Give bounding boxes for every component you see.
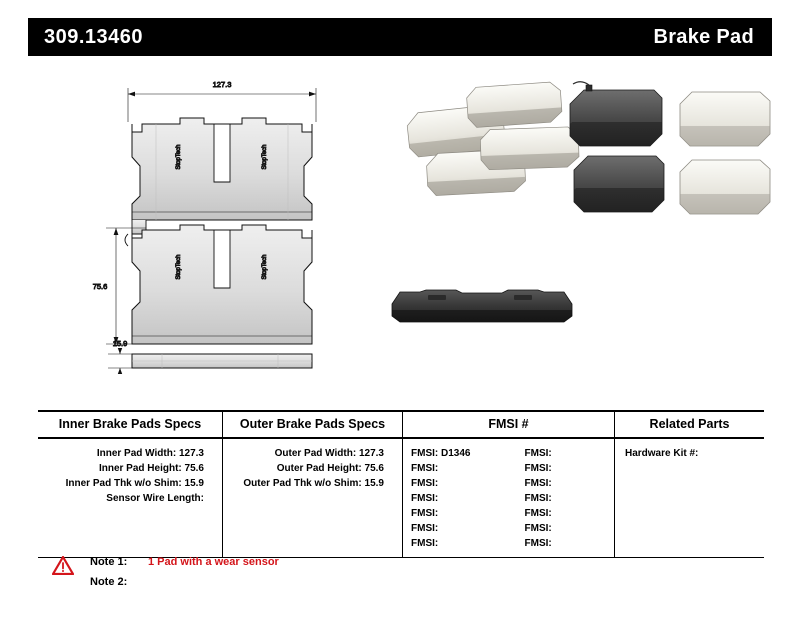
- note-2-label: Note 2:: [90, 576, 128, 588]
- note-1-text: 1 Pad with a wear sensor: [148, 556, 279, 568]
- fmsi-item: FMSI:: [411, 538, 439, 549]
- note-1-label: Note 1:: [90, 556, 128, 568]
- spec-outer-pad-thk: [223, 476, 402, 491]
- dim-height-text: 75.6: [92, 282, 108, 291]
- dim-width-text: 127.3: [212, 80, 232, 89]
- header-related-parts: Related Parts: [649, 417, 730, 431]
- spec-inner-pad-height-label: Inner Pad Height:: [98, 463, 182, 474]
- outer-specs-column: [223, 439, 403, 557]
- fmsi-item: FMSI:: [524, 463, 552, 474]
- spec-outer-pad-thk-label: Outer Pad Thk w/o Shim:: [243, 478, 362, 489]
- spec-inner-pad-thk-value: 15.9: [184, 478, 204, 489]
- note-row-1: [90, 552, 552, 572]
- hardware-kit-label: Hardware Kit #:: [625, 448, 699, 459]
- spec-inner-pad-width-value: 127.3: [178, 448, 204, 459]
- technical-drawing-svg: [28, 62, 772, 392]
- fmsi-left-list: [411, 446, 513, 551]
- fmsi-right-list: [513, 446, 615, 551]
- pad-photo-group: [406, 81, 579, 195]
- spec-outer-pad-height-value: 75.6: [364, 463, 384, 474]
- spec-inner-pad-height: [38, 461, 222, 476]
- spec-sensor-wire-length: [38, 491, 222, 506]
- spec-inner-pad-thk: [38, 476, 222, 491]
- page-title: 309.13460: [44, 25, 144, 48]
- warning-icon: [52, 556, 74, 575]
- header-bar: [28, 18, 772, 56]
- related-parts-column: [615, 439, 764, 557]
- fmsi-item: FMSI:: [411, 478, 439, 489]
- spec-outer-pad-height: [223, 461, 402, 476]
- fmsi-item: FMSI:: [524, 523, 552, 534]
- header-fmsi: FMSI #: [403, 412, 615, 437]
- svg-text:StopTech: StopTech: [176, 254, 182, 280]
- svg-text:StopTech: StopTech: [262, 254, 268, 280]
- notes-section: [52, 552, 552, 592]
- fmsi-item: FMSI:: [411, 508, 439, 519]
- spec-table: [38, 410, 764, 558]
- spec-inner-pad-width: [38, 446, 222, 461]
- rear-view-drawing: [93, 225, 312, 374]
- fmsi-item: FMSI: D1346: [411, 448, 471, 459]
- spec-inner-pad-width-label: Inner Pad Width:: [96, 448, 177, 459]
- note-row-2: [90, 572, 552, 592]
- spec-inner-pad-height-value: 75.6: [184, 463, 204, 474]
- spec-outer-pad-thk-value: 15.9: [364, 478, 384, 489]
- fmsi-item: FMSI:: [524, 448, 552, 459]
- svg-text:StopTech: StopTech: [176, 144, 182, 170]
- fmsi-item: FMSI:: [524, 493, 552, 504]
- spec-outer-pad-width-label: Outer Pad Width:: [274, 448, 357, 459]
- fmsi-item: FMSI:: [411, 463, 439, 474]
- spec-outer-pad-width-value: 127.3: [358, 448, 384, 459]
- spec-inner-pad-thk-label: Inner Pad Thk w/o Shim:: [65, 478, 182, 489]
- fmsi-item: FMSI:: [524, 478, 552, 489]
- thickness-dimension: [108, 348, 132, 374]
- spec-table-header-row: [38, 412, 764, 439]
- spec-sensor-wire-length-label: Sensor Wire Length:: [106, 493, 204, 504]
- fmsi-item: FMSI:: [411, 523, 439, 534]
- spec-table-body-row: [38, 439, 764, 557]
- inner-specs-column: [38, 439, 223, 557]
- fmsi-item: FMSI:: [524, 538, 552, 549]
- fmsi-item: FMSI:: [524, 508, 552, 519]
- width-dimension: [128, 88, 316, 122]
- fmsi-item: FMSI:: [411, 493, 439, 504]
- svg-text:StopTech: StopTech: [262, 144, 268, 170]
- product-type-label: Brake Pad: [653, 25, 754, 48]
- spec-outer-pad-height-label: Outer Pad Height:: [276, 463, 362, 474]
- pad-grid-photos: [570, 82, 770, 214]
- header-outer-specs: Outer Brake Pads Specs: [223, 412, 403, 437]
- spec-outer-pad-width: [223, 446, 402, 461]
- backing-plate-photo: [392, 290, 572, 322]
- drawing-area: [28, 62, 772, 392]
- dim-thickness-text: 15.9: [112, 339, 128, 348]
- fmsi-column: [403, 439, 615, 557]
- header-inner-specs: Inner Brake Pads Specs: [38, 412, 223, 437]
